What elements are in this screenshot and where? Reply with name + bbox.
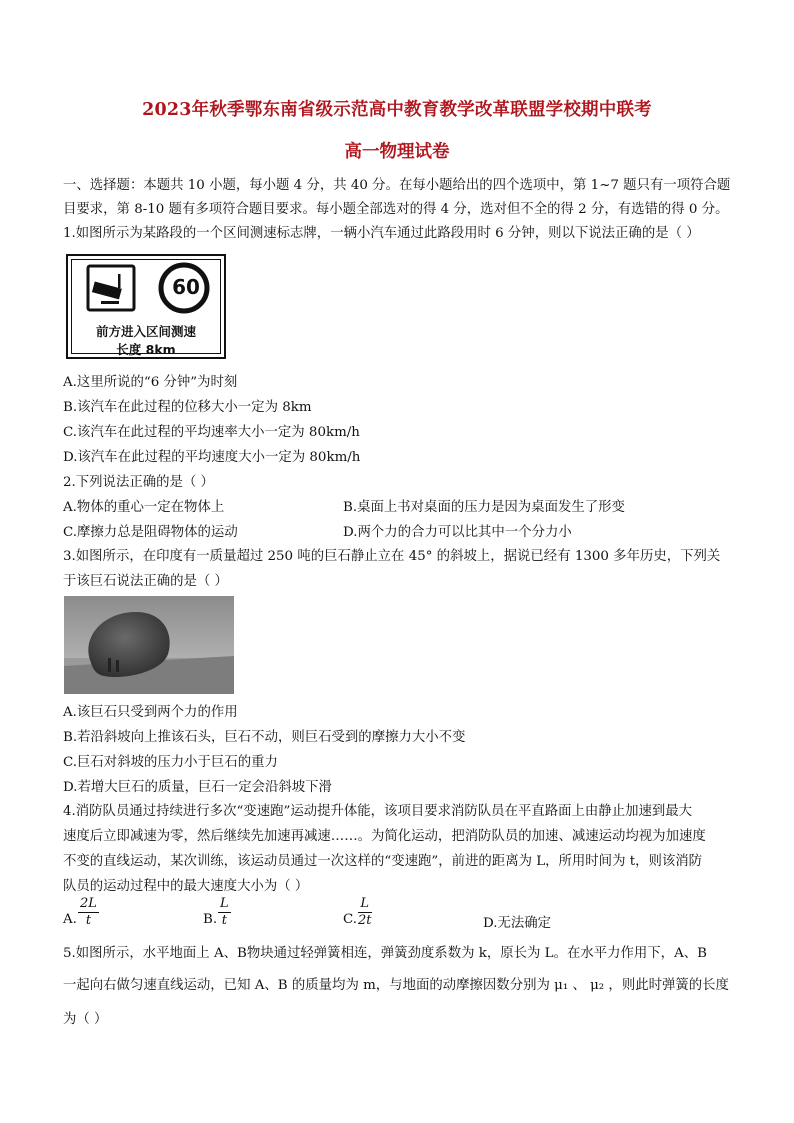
q4-option-d: D.无法确定 [483, 916, 552, 931]
speed-limit-value: 60 [172, 275, 200, 299]
q4-stem-line1: 4.消防队员通过持续进行多次“变速跑”运动提升体能，该项目要求消防队员在平直路面上由静止加速到最大 [63, 804, 693, 819]
q4-option-b-label: B. [203, 912, 218, 927]
q4-c-denominator: 2t [358, 913, 372, 928]
q3-stem-line2: 于该巨石说法正确的是（ ） [63, 574, 228, 589]
exam-title: 2023年秋季鄂东南省级示范高中教育教学改革联盟学校期中联考 [142, 100, 652, 120]
section-intro-line1: 一、选择题：本题共 10 小题，每小题 4 分，共 40 分。在每小题给出的四个选项中，第 1~7 题只有一项符合题 [63, 178, 731, 193]
q2-option-c: C.摩擦力总是阻碍物体的运动 [63, 525, 238, 540]
q4-option-a-label: A. [63, 912, 77, 927]
q1-option-d: D.该汽车在此过程的平均速度大小一定为 80km/h [63, 450, 361, 465]
speed-zone-sign [66, 254, 226, 359]
q4-option-a-fraction [78, 896, 99, 929]
q4-a-numerator: 2L [80, 896, 97, 911]
exam-subtitle: 高一物理试卷 [344, 142, 450, 162]
q4-option-c-fraction [358, 896, 372, 929]
q1-option-c: C.该汽车在此过程的平均速率大小一定为 80km/h [63, 425, 360, 440]
q3-option-a: A.该巨石只受到两个力的作用 [63, 705, 238, 720]
q4-b-numerator: L [220, 896, 229, 911]
q4-stem-line4: 队员的运动过程中的最大速度大小为（ ） [63, 879, 309, 894]
section-intro-line2: 目要求，第 8-10 题有多项符合题目要求。每小题全部选对的得 4 分，选对但不全的得 2 分，有选错的得 0 分。 [63, 202, 729, 217]
q3-option-b: B.若沿斜坡向上推该石头，巨石不动，则巨石受到的摩擦力大小不变 [63, 730, 466, 745]
q1-stem: 1.如图所示为某路段的一个区间测速标志牌，一辆小汽车通过此路段用时 6 分钟，则以下说法正确的是（ ） [63, 226, 700, 241]
sign-line1: 前方进入区间测速 [95, 324, 196, 339]
q4-a-denominator: t [85, 913, 92, 928]
q2-option-b: B.桌面上书对桌面的压力是因为桌面发生了形变 [343, 500, 625, 515]
q4-option-b-fraction [218, 896, 231, 929]
q3-option-c: C.巨石对斜坡的压力小于巨石的重力 [63, 755, 278, 770]
q3-option-d: D.若增大巨石的质量，巨石一定会沿斜坡下滑 [63, 780, 332, 795]
q2-stem: 2.下列说法正确的是（ ） [63, 475, 214, 490]
q4-option-c-label: C. [343, 912, 358, 927]
sign-line2: 长度 8km [116, 342, 176, 357]
q3-stem-line1: 3.如图所示，在印度有一质量超过 250 吨的巨石静止立在 45° 的斜坡上，据说已经有 1300 多年历史，下列关 [63, 549, 721, 564]
q4-stem-line3: 不变的直线运动，某次训练，该运动员通过一次这样的“变速跑”，前进的距离为 L，所用时间为 t，则该消防 [63, 854, 703, 869]
q5-stem-line1: 5.如图所示，水平地面上 A、B物块通过轻弹簧相连，弹簧劲度系数为 k，原长为 L。在水平力作用下，A、B [63, 946, 707, 961]
q4-c-numerator: L [358, 896, 372, 913]
q5-stem-line2: 一起向右做匀速直线运动，已知 A、B 的质量均为 m，与地面的动摩擦因数分别为 μ₁ 、 μ₂ ，则此时弹簧的长度 [63, 978, 729, 993]
q5-stem-line3: 为（ ） [63, 1012, 108, 1027]
q4-b-denominator: t [221, 913, 227, 928]
q2-option-a: A.物体的重心一定在物体上 [63, 500, 225, 515]
boulder-on-slope-image [64, 596, 234, 694]
boulder-photo [64, 596, 234, 694]
q4-stem-line2: 速度后立即减速为零，然后继续先加速再减速……。为简化运动，把消防队员的加速、减速运动均视为加速度 [63, 829, 706, 844]
q1-option-b: B.该汽车在此过程的位移大小一定为 8km [63, 400, 312, 415]
q1-option-a: A.这里所说的“6 分钟”为时刻 [63, 375, 238, 390]
q2-option-d: D.两个力的合力可以比其中一个分力小 [343, 525, 572, 540]
